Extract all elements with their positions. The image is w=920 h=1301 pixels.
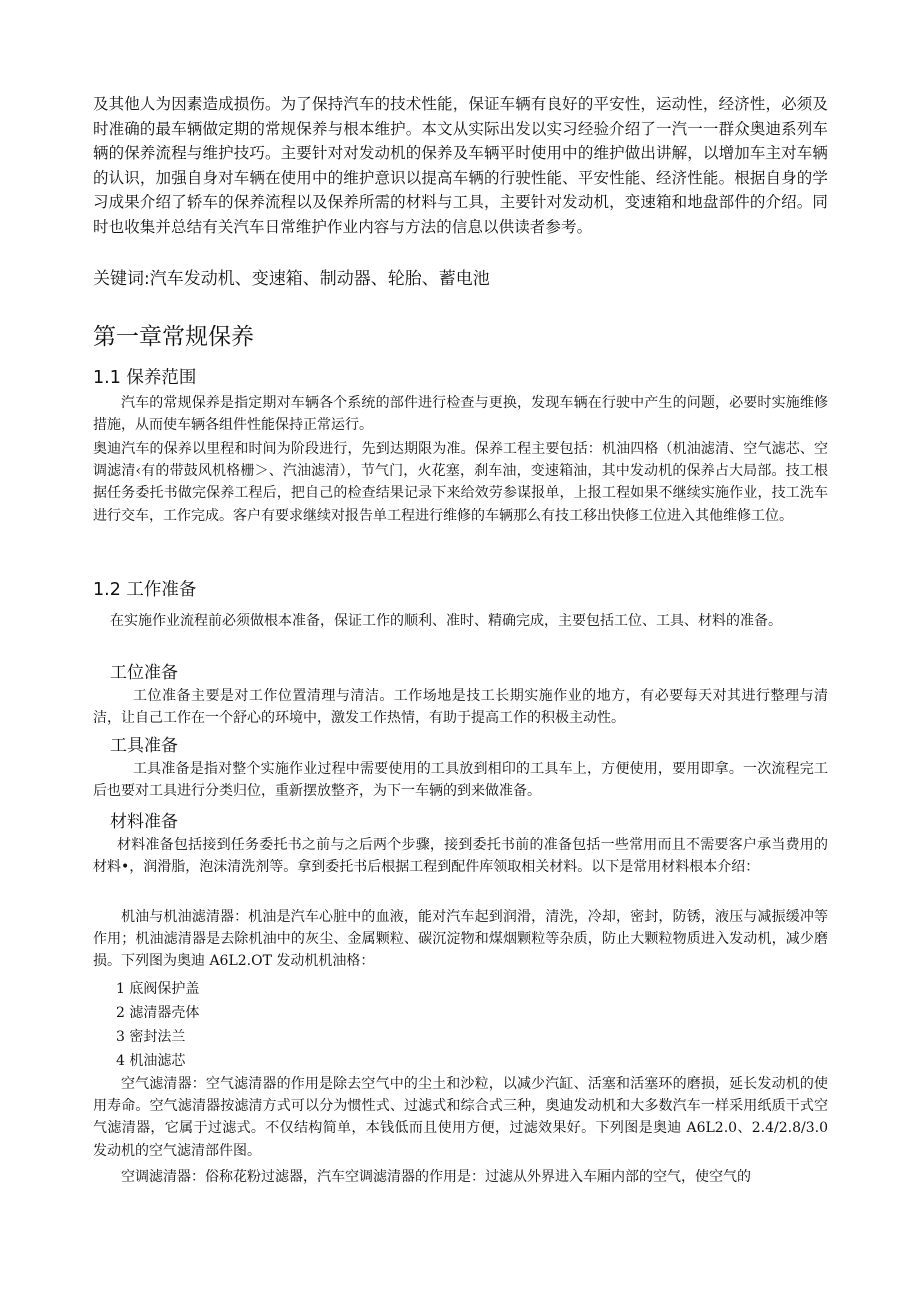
keywords-line: 关键词:汽车发动机、变速箱、制动器、轮胎、蓄电池 — [93, 269, 490, 289]
section-1-1-paragraph-2: 奥迪汽车的保养以里程和时间为阶段进行，先到达期限为准。保养工程主要包括：机油四格（机油滤清、空气滤芯、空调滤清‹有的带鼓风机格栅＞、汽油滤清），节气门，火花塞，刹车油，变速箱油，其中发动机的保养占大局部。技工根据任务委托书做完保养工程后，把自己的检查结果记录下来给效劳参谋报单，上报工程如果不继续实施作业，技工洗车进行交车，工作完成。客户有要求继续对报告单工程进行维修的车辆那么有技工移出快修工位进入其他维修工位。 — [93, 441, 828, 524]
oil-filter-paragraph: 机油与机油滤清器：机油是汽车心脏中的血液，能对汽车起到润滑，清洗，冷却，密封，防锈，液压与减振缓冲等作用；机油滤清器是去除机油中的灰尘、金属颗粒、碳沉淀物和煤烟颗粒等杂质，防止大颗粒物质进入发动机，减少磨损。下列图为奥迪 A6L2.OT 发动机机油格： — [93, 909, 828, 970]
oil-filter-part-1: 1 底阀保护盖 — [116, 981, 200, 997]
section-1-1-title: 1.1 保养范围 — [93, 368, 197, 388]
workstation-prep-title: 工位准备 — [110, 663, 178, 683]
materials-prep-text: 材料准备包括接到任务委托书之前与之后两个步骤，接到委托书前的准备包括一些常用而且不需要客户承当费用的材料•，润滑脂，泡沫清洗剂等。拿到委托书后根据工程到配件库领取相关材料。以下是常用材料根本介绍： — [93, 837, 828, 876]
workstation-prep-text: 工位准备主要是对工作位置清理与清洁。工作场地是技工长期实施作业的地方，有必要每天对其进行整理与清洁，让自己工作在一个舒心的环境中，激发工作热情，有助于提高工作的积极主动性。 — [93, 688, 828, 727]
oil-filter-part-3: 3 密封法兰 — [116, 1029, 186, 1045]
section-1-1-paragraph-1: 汽车的常规保养是指定期对车辆各个系统的部件进行检查与更换，发现车辆在行驶中产生的问题，必要时实施维修措施，从而使车辆各组件性能保持正常运行。 — [93, 395, 828, 434]
oil-filter-part-4: 4 机油滤芯 — [116, 1053, 186, 1069]
ac-filter-paragraph: 空调滤清器：俗称花粉过滤器，汽车空调滤清器的作用是：过滤从外界进入车厢内部的空气，使空气的 — [121, 1169, 751, 1185]
materials-prep-title: 材料准备 — [110, 812, 178, 832]
chapter-title: 第一章常规保养 — [93, 324, 254, 350]
tools-prep-text: 工具准备是指对整个实施作业过程中需要使用的工具放到相印的工具车上，方便使用，要用即拿。一次流程完工后也要对工具进行分类归位，重新摆放整齐，为下一车辆的到来做准备。 — [93, 761, 828, 800]
abstract-paragraph: 及其他人为因素造成损伤。为了保持汽车的技术性能，保证车辆有良好的平安性，运动性，经济性，必须及时准确的最车辆做定期的常规保养与根本维护。本文从实际出发以实习经验介绍了一汽一一群众奥迪系列车辆的保养流程与维护技巧。主要针对对发动机的保养及车辆平时使用中的维护做出讲解，以增加车主对车辆的认识，加强自身对车辆在使用中的维护意识以提高车辆的行驶性能、平安性能、经济性能。根据自身的学习成果介绍了轿车的保养流程以及保养所需的材料与工具，主要针对发动机，变速箱和地盘部件的介绍。同时也收集并总结有关汽车日常维护作业内容与方法的信息以供读者参考。 — [93, 95, 828, 236]
air-filter-paragraph: 空气滤清器：空气滤清器的作用是除去空气中的尘土和沙粒，以减少汽缸、活塞和活塞环的磨损，延长发动机的使用寿命。空气滤清器按滤清方式可以分为惯性式、过滤式和综合式三种，奥迪发动机和大多数汽车一样采用纸质干式空气滤清器，它属于过滤式。不仅结构简单，本钱低而且使用方便，过滤效果好。下列图是奥迪 A6L2.0、2.4/2.8/3.0 发动机的空气滤清部件图。 — [93, 1076, 828, 1159]
tools-prep-title: 工具准备 — [110, 736, 178, 756]
oil-filter-part-2: 2 滤清器壳体 — [116, 1005, 200, 1021]
section-1-2-intro: 在实施作业流程前必须做根本准备，保证工作的顺利、准时、精确完成，主要包括工位、工具、材料的准备。 — [110, 613, 782, 629]
section-1-2-title: 1.2 工作准备 — [93, 580, 197, 600]
